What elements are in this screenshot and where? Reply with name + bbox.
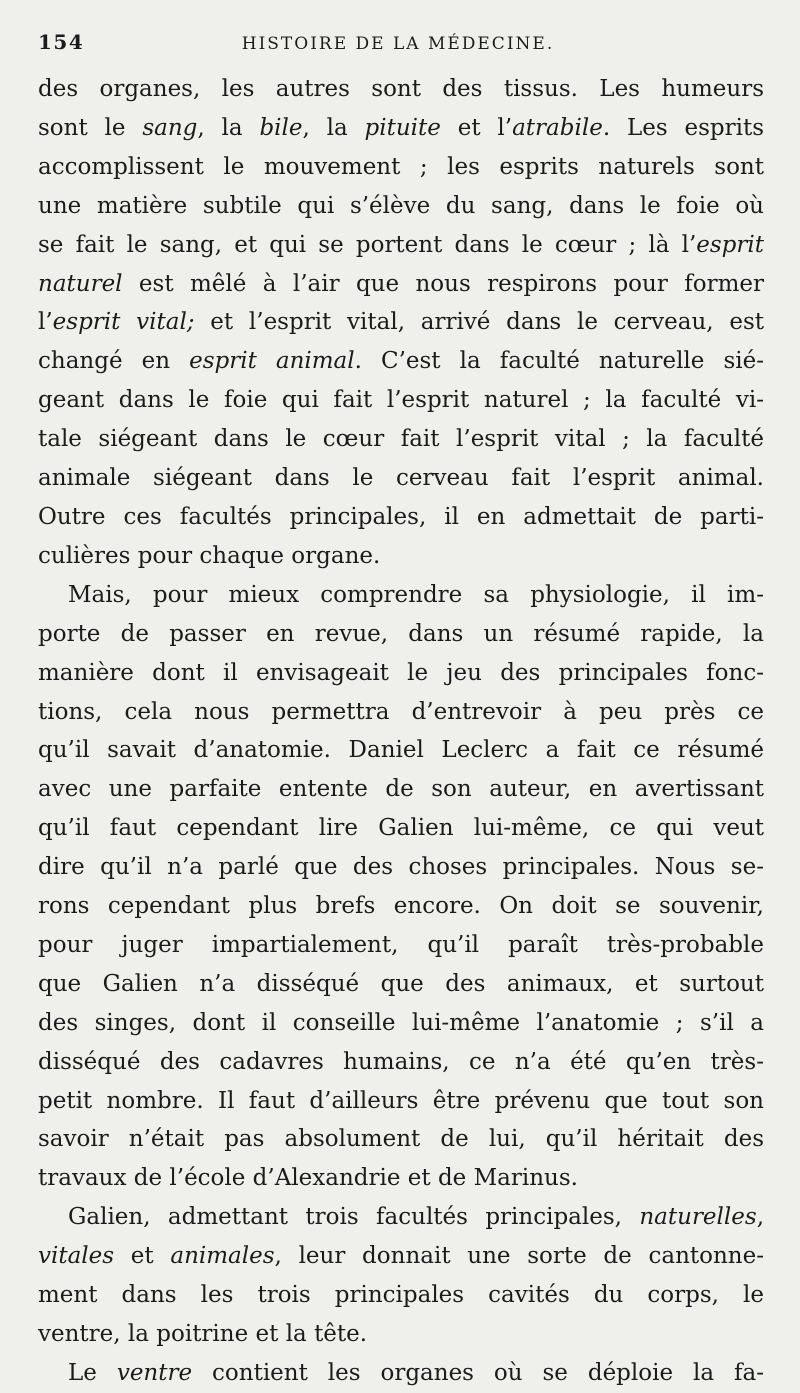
- italic-term: esprit vital;: [52, 309, 195, 336]
- italic-term: animales: [170, 1243, 275, 1270]
- text-run: et: [114, 1243, 171, 1270]
- text-run: . C’est la faculté naturelle sié-: [354, 348, 764, 375]
- text-line: accomplissent le mouvement ; les esprits naturels sont: [38, 153, 764, 180]
- text-line: manière dont il envisageait le jeu des principales fonc-: [38, 659, 764, 686]
- italic-term: esprit animal: [189, 348, 355, 375]
- text-line: une matière subtile qui s’élève du sang, dans le foie où: [38, 192, 764, 219]
- text-line: des singes, dont il conseille lui-même l’anatomie ; s’il a: [38, 1009, 764, 1036]
- text-run: Le: [68, 1359, 117, 1386]
- text-line: que Galien n’a disséqué que des animaux, et surtout: [38, 970, 764, 997]
- body-text: [38, 70, 764, 1393]
- text-line: tions, cela nous permettra d’entrevoir à peu près ce: [38, 698, 764, 725]
- text-line: ventre, la poitrine et la tête.: [38, 1321, 368, 1347]
- italic-term: esprit: [696, 231, 764, 258]
- italic-term: sang: [142, 114, 198, 141]
- text-line: avec une parfaite entente de son auteur, en avertissant: [38, 776, 764, 803]
- text-run: , la: [197, 114, 260, 141]
- text-line: savoir n’était pas absolument de lui, qu’il héritait des: [38, 1126, 764, 1153]
- text-run: et l’esprit vital, arrivé dans le cerveau, est: [194, 309, 765, 336]
- page-header: [38, 30, 764, 70]
- text-line: Outre ces facultés principales, il en admettait de parti-: [38, 503, 764, 530]
- italic-term: bile: [259, 114, 303, 141]
- italic-term: atrabile: [512, 114, 603, 141]
- text-line: qu’il faut cependant lire Galien lui-même, ce qui veut: [38, 815, 764, 842]
- text-run: contient les organes où se déploie la fa-: [192, 1359, 764, 1386]
- text-line: travaux de l’école d’Alexandrie et de Marinus.: [38, 1165, 578, 1192]
- italic-term: vitales: [38, 1243, 115, 1270]
- text-line: [38, 342, 764, 381]
- text-run: , la: [302, 114, 365, 141]
- text-line: [38, 109, 764, 148]
- text-run: et l’: [440, 114, 513, 141]
- text-run: sont le: [38, 114, 143, 141]
- text-line: des organes, les autres sont des tissus. Les humeurs: [38, 76, 764, 102]
- text-run: est mêlé à l’air que nous respirons pour former: [122, 270, 764, 297]
- text-line: Mais, pour mieux comprendre sa physiologie, il im-: [68, 581, 764, 608]
- italic-term: naturel: [38, 270, 123, 297]
- text-line: rons cependant plus brefs encore. On doit se souvenir,: [38, 893, 764, 920]
- text-line: [38, 265, 764, 304]
- text-run: . Les esprits: [602, 114, 765, 141]
- text-run: changé en: [38, 348, 190, 375]
- running-title: HISTOIRE DE LA MÉDECINE.: [241, 34, 555, 54]
- page-number: 154: [38, 30, 85, 54]
- text-line: ment dans les trois principales cavités du corps, le: [38, 1282, 764, 1309]
- italic-term: pituite: [364, 114, 441, 141]
- text-line: tale siégeant dans le cœur fait l’esprit vital ; la faculté: [38, 426, 764, 453]
- italic-term: ventre: [116, 1359, 193, 1386]
- italic-term: naturelles: [639, 1204, 757, 1231]
- text-line: animale siégeant dans le cerveau fait l’esprit animal.: [38, 465, 764, 492]
- text-line: [38, 303, 764, 342]
- text-run: ,: [756, 1204, 764, 1231]
- text-line: dire qu’il n’a parlé que des choses principales. Nous se-: [38, 854, 764, 881]
- text-run: Galien, admettant trois facultés principales,: [68, 1204, 640, 1231]
- text-run: , leur donnait une sorte de cantonne-: [274, 1243, 764, 1270]
- text-line: geant dans le foie qui fait l’esprit naturel ; la faculté vi-: [38, 387, 764, 414]
- text-line: [38, 226, 764, 265]
- text-line: culières pour chaque organe.: [38, 542, 381, 569]
- text-run: l’: [38, 309, 53, 336]
- text-line: [38, 1237, 764, 1276]
- text-line: petit nombre. Il faut d’ailleurs être prévenu que tout son: [38, 1087, 764, 1114]
- text-line: pour juger impartialement, qu’il paraît très-probable: [38, 931, 764, 958]
- text-line: porte de passer en revue, dans un résumé rapide, la: [38, 620, 764, 647]
- text-line: qu’il savait d’anatomie. Daniel Leclerc a fait ce résumé: [38, 737, 764, 764]
- text-line: [38, 1198, 764, 1237]
- text-line: disséqué des cadavres humains, ce n’a été qu’en très-: [38, 1048, 764, 1075]
- text-run: se fait le sang, et qui se portent dans le cœur ; là l’: [38, 231, 697, 258]
